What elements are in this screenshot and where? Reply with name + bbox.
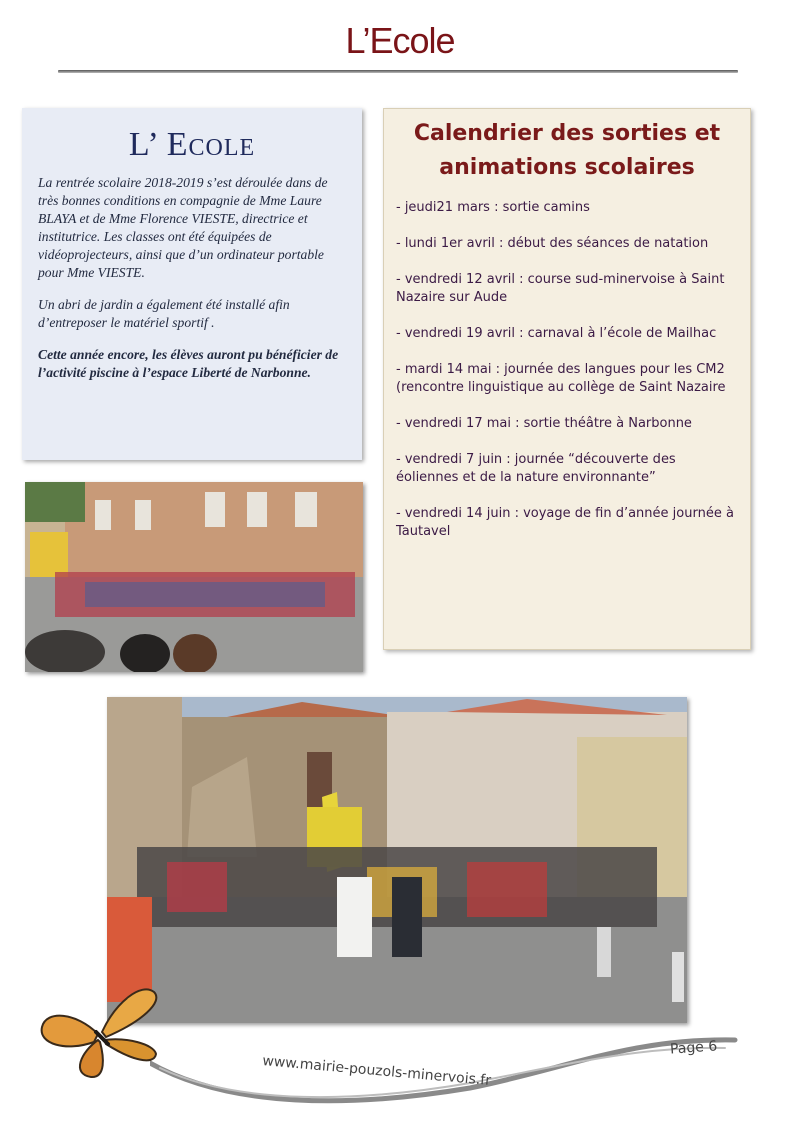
schoolyard-photo bbox=[25, 482, 363, 672]
butterfly-icon bbox=[36, 982, 166, 1082]
calendar-box bbox=[383, 108, 751, 650]
calendar-item: - vendredi 19 avril : carnaval à l’école de Mailhac bbox=[396, 326, 717, 341]
calendar-title: Calendrier des sorties et animations scolaires bbox=[413, 121, 721, 180]
school-paragraph-3: Cette année encore, les élèves auront pu bénéficier de l’activité piscine à l’espace Liberté de Narbonne. bbox=[38, 347, 339, 380]
calendar-list bbox=[396, 199, 738, 541]
calendar-item: - vendredi 7 juin : journée “découverte des éoliennes et de la nature environnante” bbox=[396, 452, 676, 485]
school-heading: L’ Ecole bbox=[128, 126, 256, 163]
calendar-item: - vendredi 17 mai : sortie théâtre à Narbonne bbox=[396, 416, 692, 431]
school-paragraph-2: Un abri de jardin a également été installé afin d’entreposer le matériel sportif . bbox=[38, 297, 290, 330]
school-paragraph-1: La rentrée scolaire 2018-2019 s’est déroulée dans de très bonnes conditions en compagnie de Mme Laure BLAYA et de Mme Florence VIESTE, directrice et institutrice. Les classes ont été équipées de vidéoprojecteurs, ainsi que d’un ordinateur portable pour Mme VIESTE. bbox=[38, 175, 328, 280]
calendar-item: - vendredi 14 juin : voyage de fin d’année journée à Tautavel bbox=[396, 506, 734, 539]
carnival-photo bbox=[107, 697, 687, 1023]
calendar-item: - jeudi21 mars : sortie camins bbox=[396, 200, 590, 215]
carnival-photo-illustration bbox=[107, 697, 687, 1023]
calendar-item: - mardi 14 mai : journée des langues pour les CM2 (rencontre linguistique au collège de Saint Nazaire bbox=[396, 362, 726, 395]
title-divider bbox=[58, 70, 738, 73]
footer-website-url[interactable]: www.mairie-pouzols-minervois.fr bbox=[261, 1053, 492, 1089]
calendar-item: - lundi 1er avril : début des séances de natation bbox=[396, 236, 709, 251]
school-info-box bbox=[22, 108, 362, 460]
schoolyard-photo-illustration bbox=[25, 482, 363, 672]
page-title: L’Ecole bbox=[345, 20, 455, 61]
calendar-item: - vendredi 12 avril : course sud-minervoise à Saint Nazaire sur Aude bbox=[396, 272, 725, 305]
page-number: Page 6 bbox=[669, 1038, 718, 1058]
